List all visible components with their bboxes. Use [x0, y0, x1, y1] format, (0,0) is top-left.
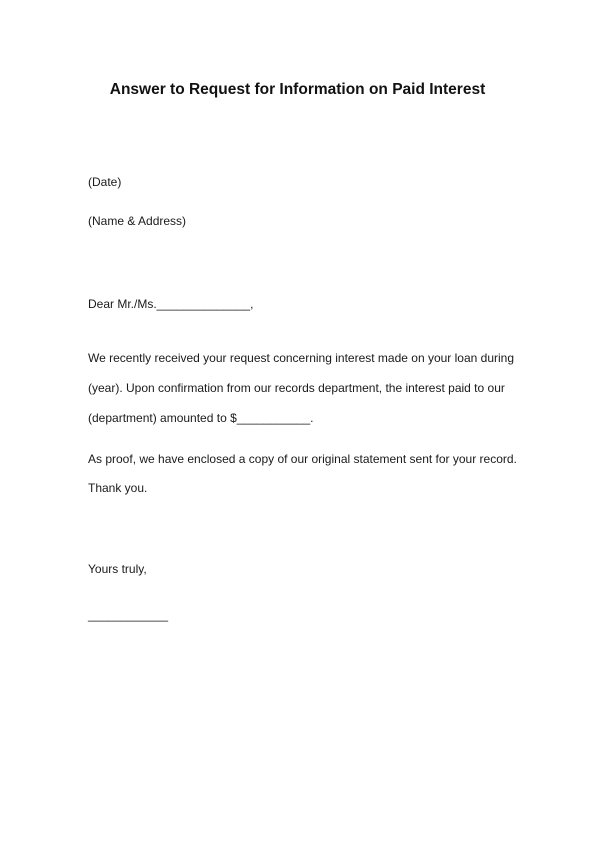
- thanks-line: Thank you.: [88, 481, 148, 495]
- closing: Yours truly,: [88, 562, 147, 576]
- date-placeholder: (Date): [88, 175, 122, 189]
- body-paragraph-1-line-2: (year). Upon confirmation from our records department, the interest paid to our: [88, 381, 505, 395]
- body-paragraph-1-line-3: (department) amounted to $___________.: [88, 411, 314, 425]
- document-title: Answer to Request for Information on Paid Interest: [109, 81, 486, 98]
- body-paragraph-1-line-1: We recently received your request concerning interest made on your loan during: [88, 351, 515, 365]
- salutation: Dear Mr./Ms.______________,: [88, 297, 254, 311]
- body-paragraph-2: As proof, we have enclosed a copy of our original statement sent for your record.: [88, 452, 517, 466]
- name-address-placeholder: (Name & Address): [88, 214, 187, 228]
- signature-blank: ____________: [88, 608, 169, 622]
